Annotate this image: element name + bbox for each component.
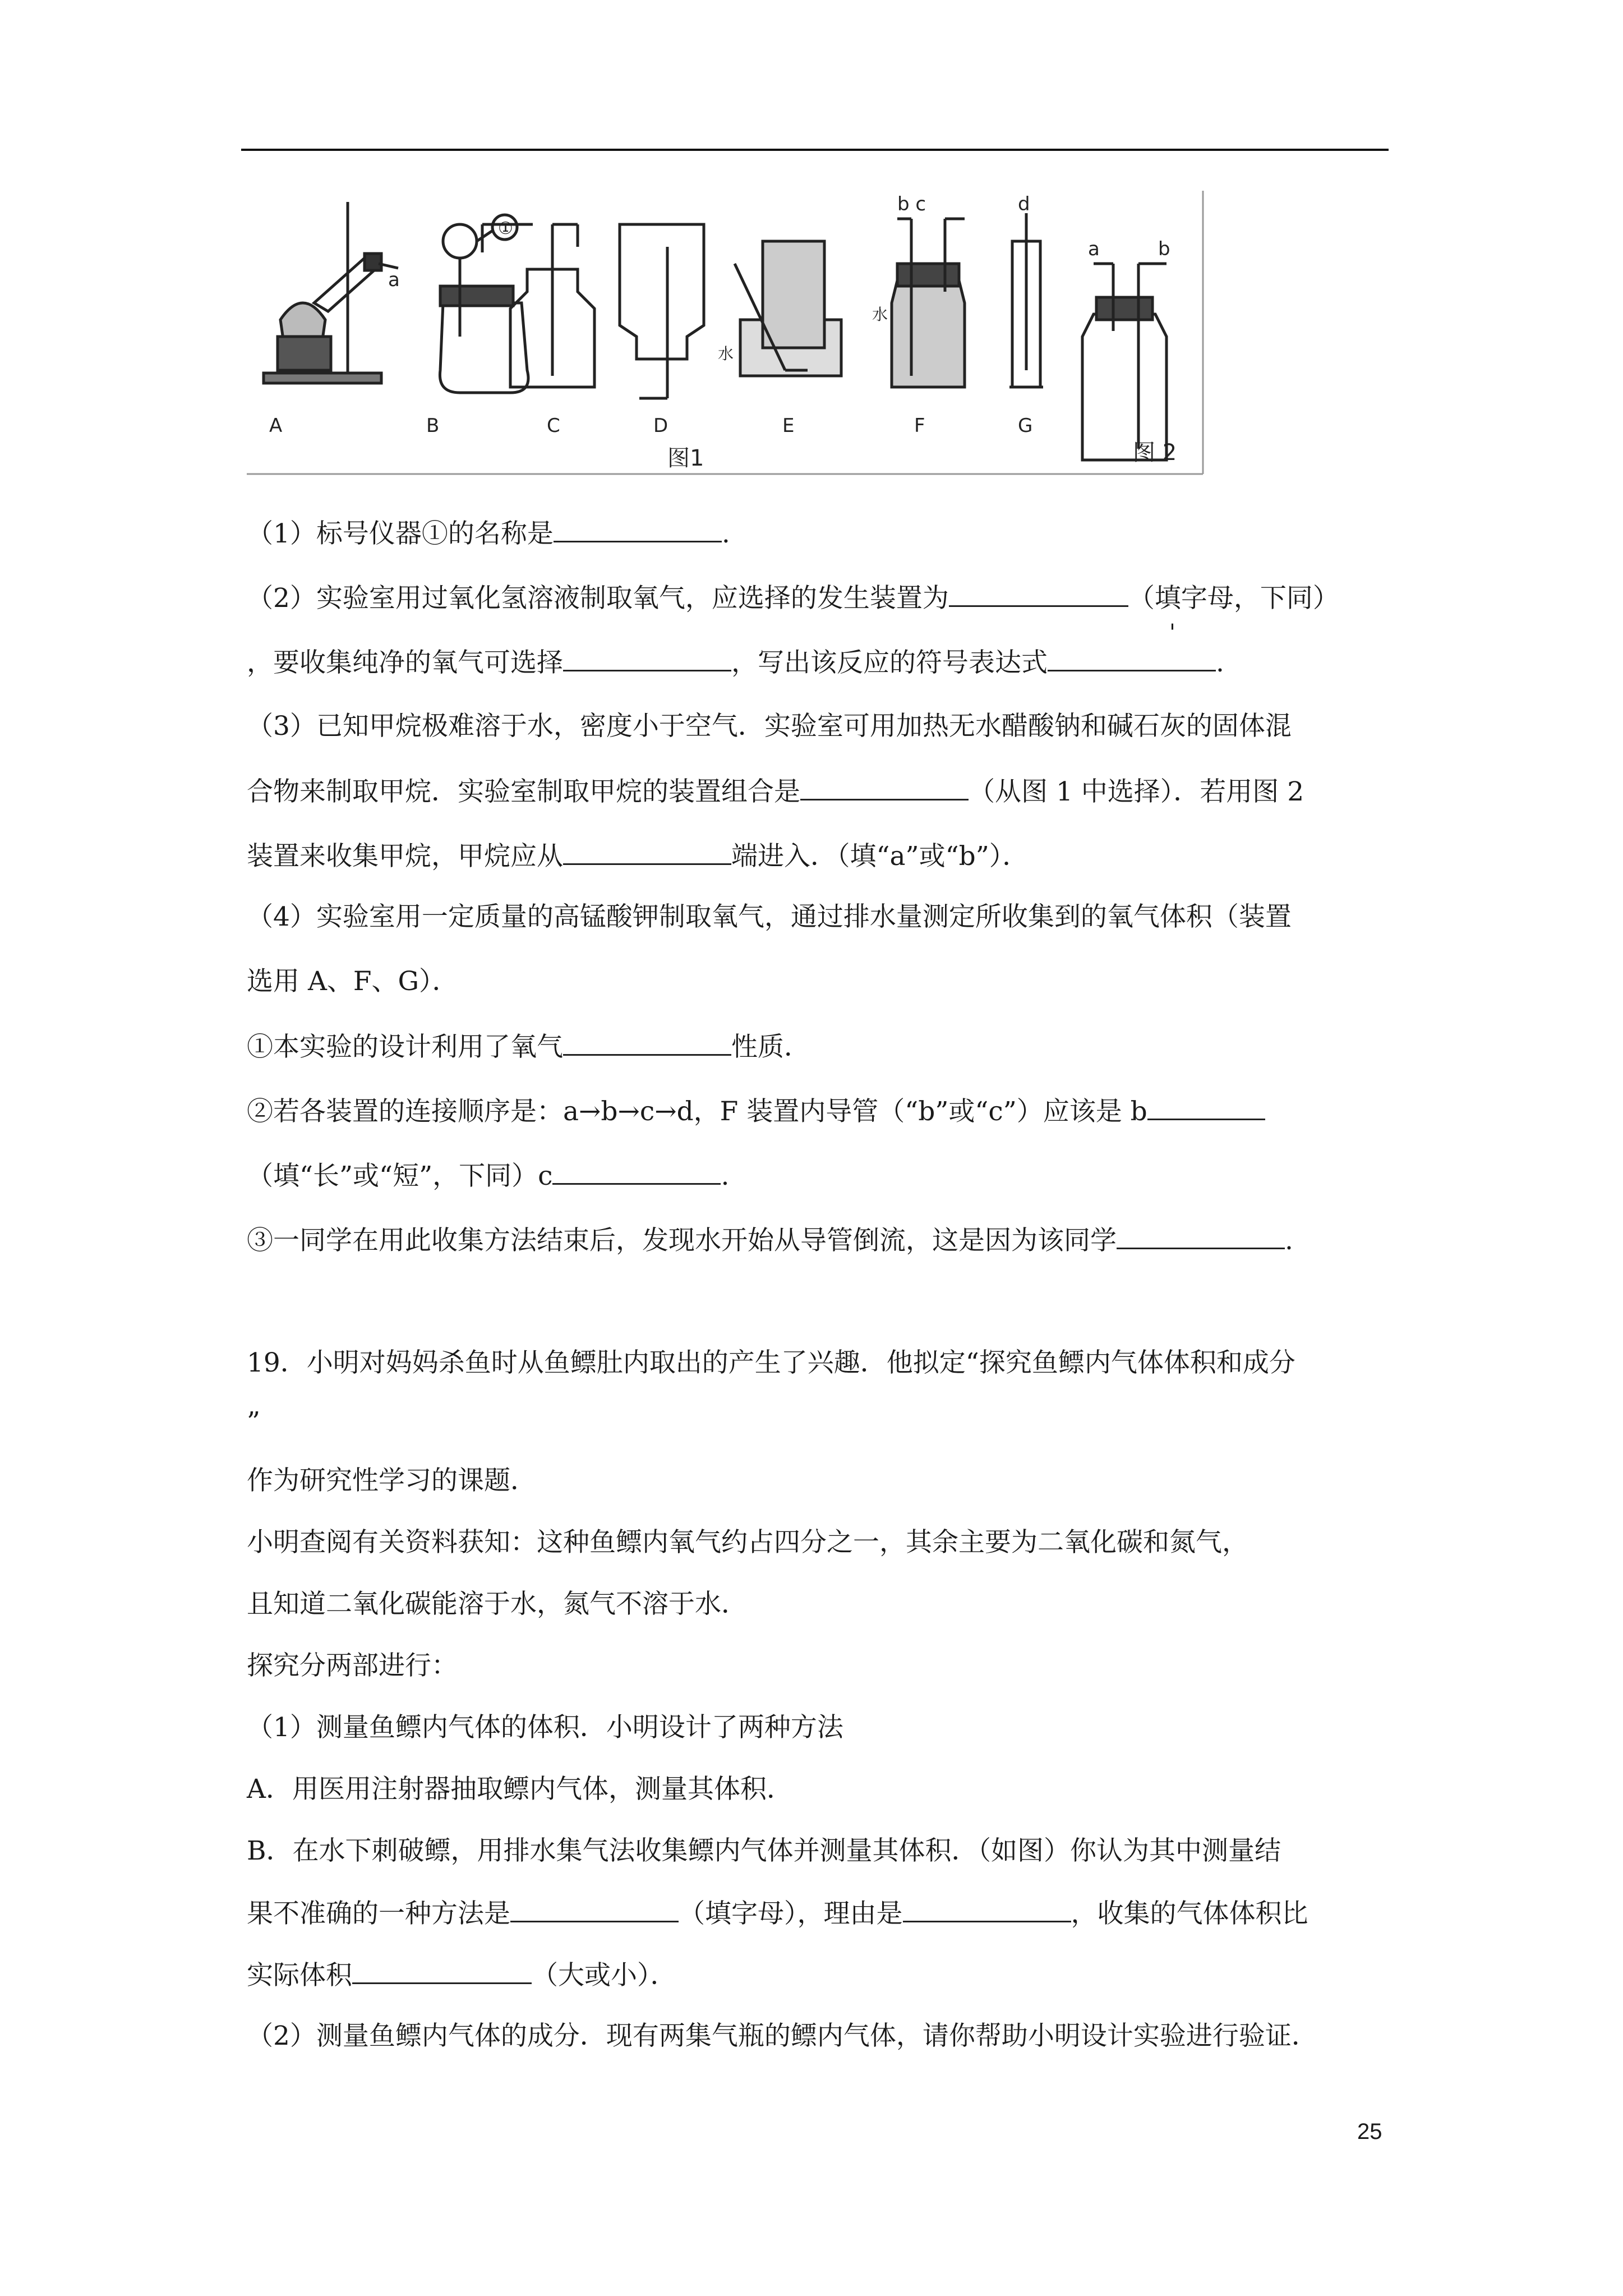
- answer-blank[interactable]: [800, 774, 969, 800]
- q19-line3: 作为研究性学习的课题．: [247, 1465, 537, 1496]
- label-G: G: [1018, 415, 1033, 437]
- q18-part3-line1: （3）已知甲烷极难溶于水，密度小于空气．实验室可用加热无水醋酸钠和碱石灰的固体混: [247, 711, 1292, 742]
- tube-mark-d: d: [1018, 193, 1030, 215]
- instrument-mark-1: ①: [498, 219, 513, 238]
- answer-blank[interactable]: [563, 839, 731, 865]
- tube-mark-bc: b c: [897, 193, 926, 215]
- answer-blank[interactable]: [554, 516, 722, 542]
- q19-line1: 19．小明对妈妈杀鱼时从鱼鳔肚内取出的产生了兴趣．他拟定“探究鱼鳔内气体体积和成分: [247, 1347, 1295, 1378]
- q18-part3-line2: 合物来制取甲烷．实验室制取甲烷的装置组合是 （从图 1 中选择）．若用图 2: [247, 774, 1304, 809]
- q19-line6: 探究分两部进行：: [247, 1650, 458, 1681]
- answer-blank[interactable]: [563, 1029, 731, 1056]
- q18-sub1: ①本实验的设计利用了氧气 性质．: [247, 1029, 810, 1064]
- label-B: B: [426, 415, 440, 437]
- answer-blank[interactable]: [510, 1896, 679, 1922]
- answer-blank[interactable]: [903, 1896, 1071, 1922]
- answer-blank[interactable]: [563, 645, 731, 671]
- header-rule: [241, 149, 1389, 151]
- q19-line7: （1）测量鱼鳔内气体的体积．小明设计了两种方法: [247, 1712, 843, 1743]
- answer-blank[interactable]: [949, 581, 1128, 607]
- water-label-E: 水: [718, 344, 734, 363]
- q18-sub2-line2: （填“长”或“短”，下同）c .: [247, 1158, 729, 1193]
- answer-blank[interactable]: [552, 1158, 721, 1185]
- q19-line8: A．用医用注射器抽取鳔内气体，测量其体积．: [247, 1774, 793, 1805]
- q18-part4-line1: （4）实验室用一定质量的高锰酸钾制取氧气，通过排水量测定所收集到的氧气体积（装置: [247, 901, 1292, 932]
- label-A: A: [269, 415, 283, 437]
- q18-sub2-line1: ②若各装置的连接顺序是：a→b→c→d，F 装置内导管（“b”或“c”）应该是 b: [247, 1094, 1265, 1129]
- q19-line4: 小明查阅有关资料获知：这种鱼鳔内氧气约占四分之一，其余主要为二氧化碳和氮气，: [247, 1527, 1248, 1558]
- q19-line11: 实际体积 （大或小）．: [247, 1958, 677, 1993]
- label-E: E: [782, 415, 795, 437]
- q18-part2-line2: ，要收集纯净的氧气可选择 ，写出该反应的符号表达式 .: [247, 645, 1224, 680]
- stray-mark: ': [1169, 620, 1175, 646]
- apparatus-figure: [247, 191, 1206, 477]
- fig1-caption: 图1: [667, 445, 704, 471]
- q18-part2-line1: （2）实验室用过氧化氢溶液制取氧气，应选择的发生装置为 （填字母，下同）: [247, 581, 1339, 615]
- q19-line5: 且知道二氧化碳能溶于水，氮气不溶于水．: [247, 1589, 748, 1619]
- label-D: D: [653, 415, 668, 437]
- q18-part4-line2: 选用 A、F、G）．: [247, 966, 459, 997]
- fig2-mark-b: b: [1158, 238, 1170, 260]
- q19-line9: B．在水下刺破鳔，用排水集气法收集鳔内气体并测量其体积．（如图）你认为其中测量结: [247, 1835, 1281, 1866]
- water-label-F: 水: [872, 305, 888, 324]
- answer-blank[interactable]: [352, 1958, 532, 1984]
- label-F: F: [914, 415, 925, 437]
- answer-blank[interactable]: [1048, 645, 1216, 671]
- tube-mark-a: a: [388, 269, 400, 291]
- page-number: 25: [1357, 2119, 1382, 2144]
- q19-line12: （2）测量鱼鳔内气体的成分．现有两集气瓶的鳔内气体，请你帮助小明设计实验进行验证．: [247, 2021, 1318, 2051]
- q18-part1: （1）标号仪器①的名称是 .: [247, 516, 730, 551]
- q18-part3-line3: 装置来收集甲烷，甲烷应从 端进入．（填“a”或“b”）．: [247, 839, 1029, 873]
- answer-blank[interactable]: [1117, 1223, 1285, 1249]
- q19-line10: 果不准确的一种方法是 （填字母），理由是 ，收集的气体体积比: [247, 1896, 1308, 1931]
- q18-sub3: ③一同学在用此收集方法结束后，发现水开始从导管倒流，这是因为该同学 .: [247, 1223, 1293, 1258]
- q19-line2: ”: [247, 1406, 261, 1437]
- fig2-mark-a: a: [1088, 238, 1100, 260]
- fig2-caption: 图 2: [1133, 440, 1177, 466]
- answer-blank[interactable]: [1147, 1094, 1265, 1120]
- label-C: C: [547, 415, 560, 437]
